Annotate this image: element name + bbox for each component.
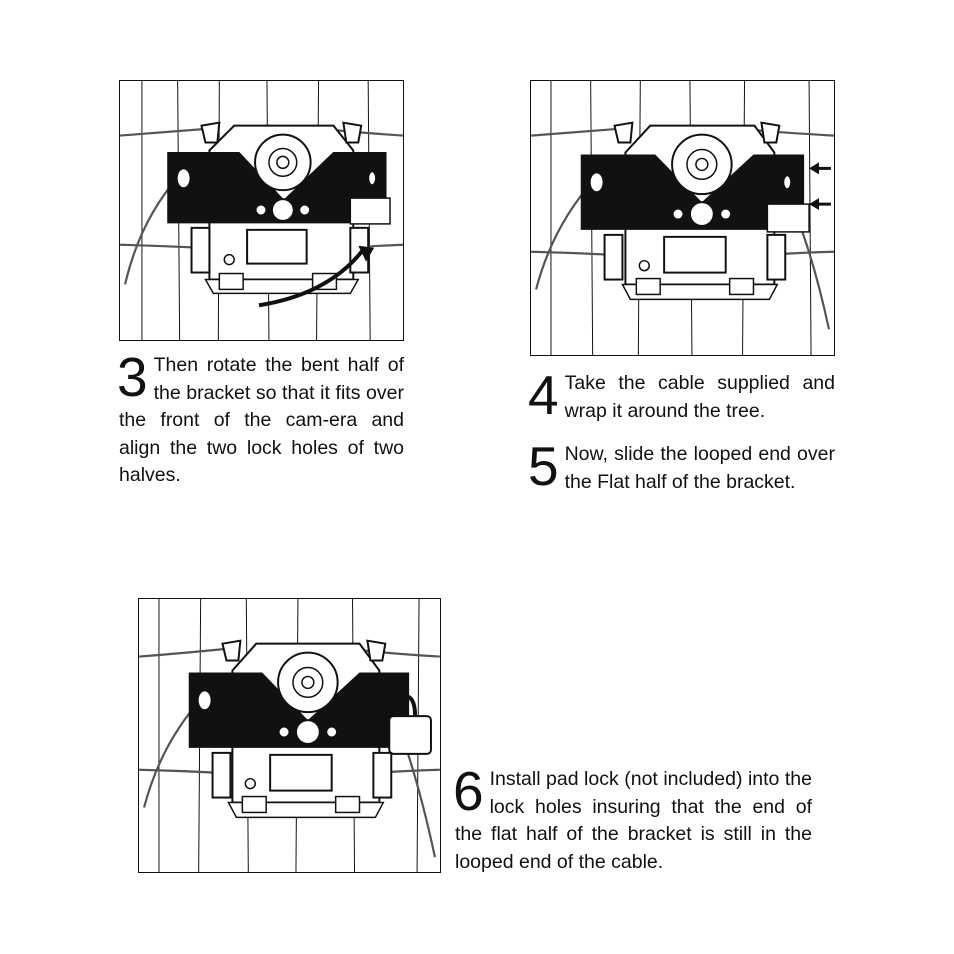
camera-padlock-icon	[139, 599, 440, 872]
step-text: Now, slide the looped end over the Flat half of the bracket.	[564, 443, 835, 493]
camera-bracket-rotate-icon	[120, 81, 403, 340]
step-text: Then rotate the bent half of the bracket so that it fits over the front of the cam-era and align the two lock holes of two halves.	[119, 354, 404, 486]
camera-cable-wrap-icon	[531, 81, 834, 355]
step-number: 3	[117, 346, 148, 408]
step-4	[528, 364, 835, 426]
step-number: 5	[528, 435, 559, 497]
step-3	[117, 346, 404, 490]
step-text: Take the cable supplied and wrap it around the tree.	[564, 372, 835, 422]
step-6	[453, 760, 812, 876]
step-5	[528, 435, 835, 497]
illustration-step-3	[119, 80, 404, 341]
illustration-step-4-5	[530, 80, 835, 356]
step-text: Install pad lock (not included) into the lock holes insuring that the end of the flat half of the bracket is still in the looped end of the cable.	[455, 768, 812, 873]
step-number: 4	[528, 364, 559, 426]
illustration-step-6	[138, 598, 441, 873]
step-number: 6	[453, 760, 484, 822]
